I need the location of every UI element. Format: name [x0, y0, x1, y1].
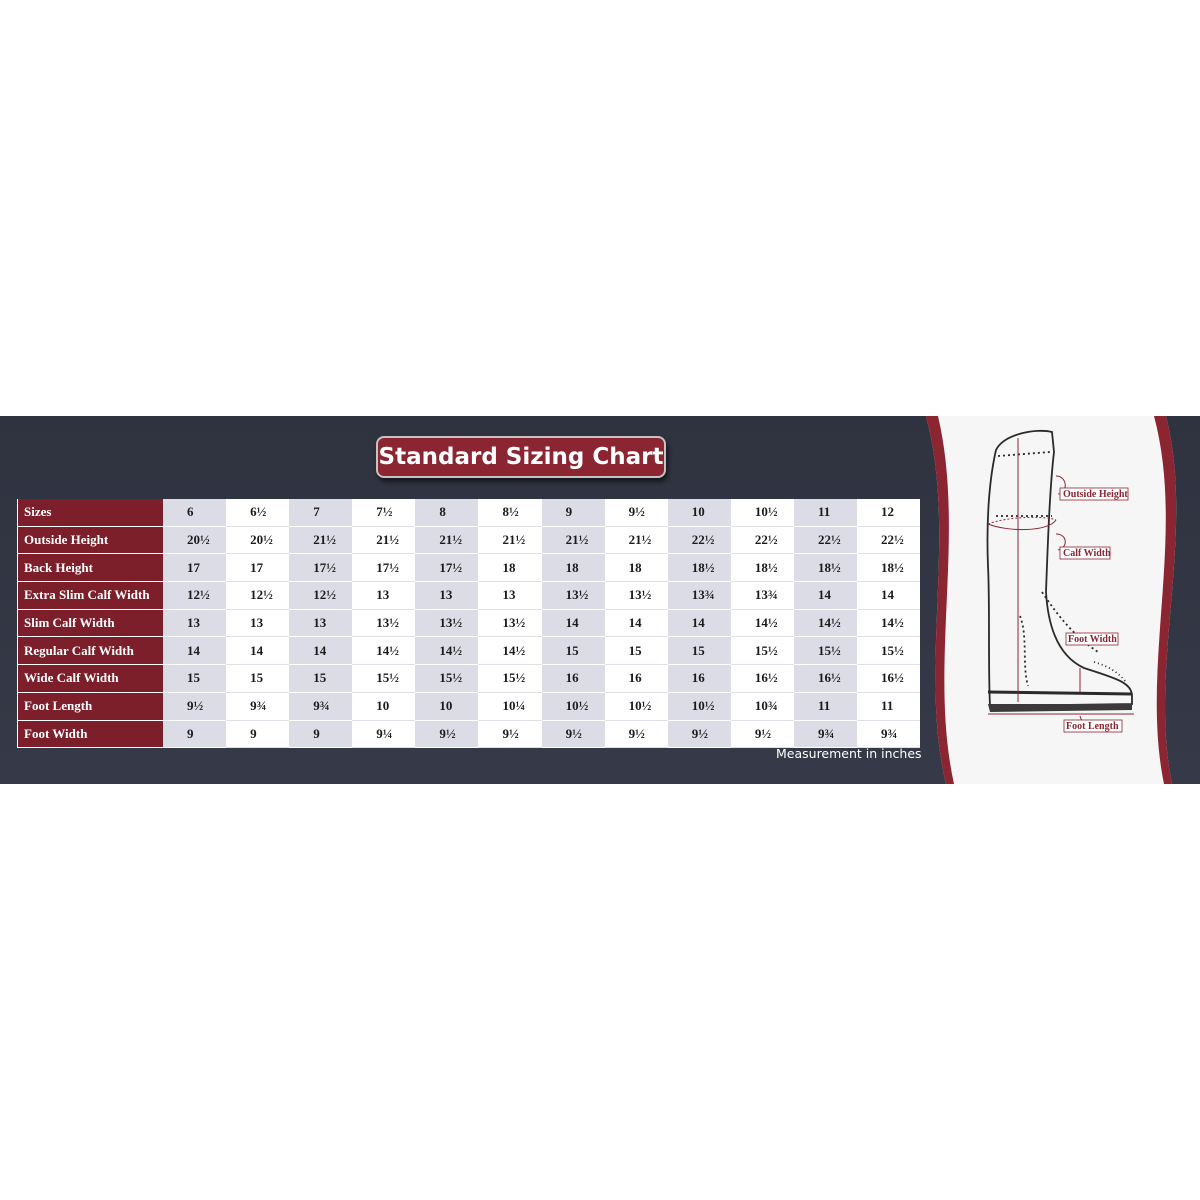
table-cell: 13¾	[668, 582, 731, 610]
table-cell: 17½	[289, 554, 352, 582]
table-cell: 12	[857, 499, 920, 527]
table-cell: 9½	[731, 721, 794, 749]
table-cell: 14	[668, 610, 731, 638]
row-label: Outside Height	[17, 527, 163, 555]
table-cell: 9	[542, 499, 605, 527]
table-cell: 13	[163, 610, 226, 638]
table-cell: 13½	[352, 610, 415, 638]
table-row	[17, 693, 920, 721]
table-cell: 13	[289, 610, 352, 638]
table-cell: 20½	[226, 527, 289, 555]
table-cell: 14	[857, 582, 920, 610]
table-cell: 11	[857, 693, 920, 721]
row-label: Foot Width	[17, 721, 163, 749]
table-cell: 9½	[478, 721, 541, 749]
table-cell: 16	[605, 665, 668, 693]
row-label: Sizes	[17, 499, 163, 527]
table-cell: 16	[668, 665, 731, 693]
table-cell: 14½	[857, 610, 920, 638]
table-row	[17, 499, 920, 527]
calf-width-label: Calf Width	[1063, 548, 1111, 559]
table-cell: 9½	[163, 693, 226, 721]
table-cell: 15½	[415, 665, 478, 693]
table-cell: 18	[605, 554, 668, 582]
table-cell: 10	[415, 693, 478, 721]
table-cell: 17½	[415, 554, 478, 582]
table-cell: 14	[163, 637, 226, 665]
table-cell: 18½	[731, 554, 794, 582]
table-cell: 9	[163, 721, 226, 749]
measurement-note: Measurement in inches	[776, 746, 922, 761]
table-cell: 14½	[794, 610, 857, 638]
table-cell: 22½	[857, 527, 920, 555]
table-cell: 15½	[857, 637, 920, 665]
table-cell: 15	[542, 637, 605, 665]
table-cell: 10½	[731, 499, 794, 527]
table-cell: 9¾	[857, 721, 920, 749]
table-cell: 13¾	[731, 582, 794, 610]
table-row	[17, 637, 920, 665]
table-row	[17, 554, 920, 582]
table-cell: 10¼	[478, 693, 541, 721]
table-cell: 9¾	[794, 721, 857, 749]
table-row	[17, 582, 920, 610]
table-cell: 13½	[542, 582, 605, 610]
table-cell: 10½	[605, 693, 668, 721]
table-cell: 10½	[668, 693, 731, 721]
table-cell: 11	[794, 499, 857, 527]
table-cell: 15½	[478, 665, 541, 693]
table-cell: 14	[226, 637, 289, 665]
table-cell: 13½	[415, 610, 478, 638]
table-cell: 10	[352, 693, 415, 721]
table-cell: 9	[289, 721, 352, 749]
table-cell: 17	[226, 554, 289, 582]
table-cell: 18	[542, 554, 605, 582]
row-label: Back Height	[17, 554, 163, 582]
table-cell: 10¾	[731, 693, 794, 721]
table-cell: 14	[794, 582, 857, 610]
table-cell: 12½	[163, 582, 226, 610]
table-cell: 9¾	[289, 693, 352, 721]
table-cell: 9	[226, 721, 289, 749]
table-cell: 15½	[794, 637, 857, 665]
table-cell: 20½	[163, 527, 226, 555]
table-cell: 6	[163, 499, 226, 527]
table-cell: 9½	[605, 499, 668, 527]
table-cell: 11	[794, 693, 857, 721]
table-cell: 6½	[226, 499, 289, 527]
row-label: Foot Length	[17, 693, 163, 721]
table-cell: 15½	[731, 637, 794, 665]
table-cell: 21½	[289, 527, 352, 555]
table-row	[17, 527, 920, 555]
table-cell: 14½	[478, 637, 541, 665]
table-row	[17, 665, 920, 693]
table-cell: 13	[352, 582, 415, 610]
table-row	[17, 610, 920, 638]
table-cell: 16½	[794, 665, 857, 693]
table-cell: 13½	[478, 610, 541, 638]
table-cell: 21½	[542, 527, 605, 555]
table-cell: 18½	[668, 554, 731, 582]
table-cell: 16½	[731, 665, 794, 693]
table-cell: 21½	[605, 527, 668, 555]
table-cell: 15½	[352, 665, 415, 693]
table-cell: 9½	[668, 721, 731, 749]
table-cell: 15	[163, 665, 226, 693]
table-cell: 14	[542, 610, 605, 638]
table-cell: 10½	[542, 693, 605, 721]
table-cell: 14	[605, 610, 668, 638]
table-cell: 16½	[857, 665, 920, 693]
foot-length-label: Foot Length	[1066, 721, 1119, 732]
row-label: Extra Slim Calf Width	[17, 582, 163, 610]
table-cell: 22½	[668, 527, 731, 555]
row-label: Regular Calf Width	[17, 637, 163, 665]
row-label: Slim Calf Width	[17, 610, 163, 638]
table-cell: 22½	[794, 527, 857, 555]
table-cell: 15	[226, 665, 289, 693]
table-cell: 14½	[731, 610, 794, 638]
table-cell: 8½	[478, 499, 541, 527]
table-cell: 21½	[352, 527, 415, 555]
table-cell: 22½	[731, 527, 794, 555]
table-cell: 10	[668, 499, 731, 527]
table-cell: 16	[542, 665, 605, 693]
table-cell: 9¾	[226, 693, 289, 721]
table-cell: 15	[668, 637, 731, 665]
table-cell: 18	[478, 554, 541, 582]
table-row	[17, 721, 920, 749]
foot-width-label: Foot Width	[1068, 634, 1117, 645]
table-cell: 9½	[605, 721, 668, 749]
table-cell: 9¼	[352, 721, 415, 749]
table-cell: 21½	[478, 527, 541, 555]
outside-height-label: Outside Height	[1063, 489, 1128, 500]
table-cell: 14	[289, 637, 352, 665]
table-cell: 18½	[857, 554, 920, 582]
boot-diagram	[918, 416, 1200, 784]
table-cell: 14½	[352, 637, 415, 665]
table-cell: 18½	[794, 554, 857, 582]
table-cell: 13	[226, 610, 289, 638]
table-cell: 7	[289, 499, 352, 527]
table-cell: 12½	[226, 582, 289, 610]
table-cell: 12½	[289, 582, 352, 610]
table-cell: 9½	[415, 721, 478, 749]
table-cell: 17	[163, 554, 226, 582]
table-cell: 13	[478, 582, 541, 610]
table-cell: 8	[415, 499, 478, 527]
sizing-table	[17, 499, 920, 748]
table-cell: 13	[415, 582, 478, 610]
table-cell: 14½	[415, 637, 478, 665]
table-cell: 13½	[605, 582, 668, 610]
chart-title: Standard Sizing Chart	[376, 436, 666, 478]
table-cell: 15	[289, 665, 352, 693]
table-cell: 17½	[352, 554, 415, 582]
row-label: Wide Calf Width	[17, 665, 163, 693]
table-cell: 9½	[542, 721, 605, 749]
table-cell: 7½	[352, 499, 415, 527]
table-cell: 15	[605, 637, 668, 665]
table-cell: 21½	[415, 527, 478, 555]
